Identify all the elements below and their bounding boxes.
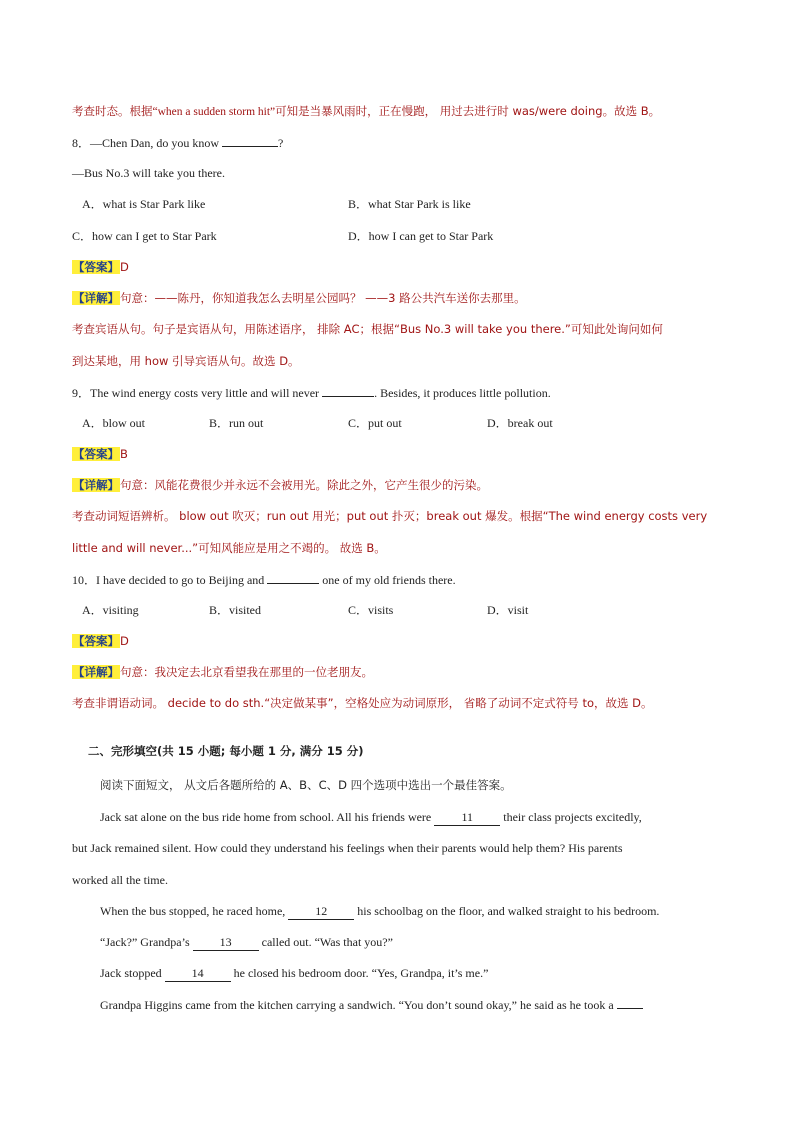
p2-pre: When the bus stopped, he raced home, — [100, 904, 289, 918]
blank-14: 14 — [165, 965, 231, 982]
q10-option-c: C．visits — [348, 603, 394, 617]
passage-para4 — [100, 965, 488, 982]
q10-answer-value: D — [120, 634, 129, 648]
p4-pre: Jack stopped — [100, 966, 165, 980]
q9-answer-value: B — [120, 447, 128, 461]
passage-para1-line1 — [100, 809, 642, 826]
p4-post: he closed his bedroom door. “Yes, Grandpa, it’s me.” — [230, 966, 489, 980]
q9-detail-text: 句意：风能花费很少并永远不会被用光。除此之外，它产生很少的污染。 — [120, 478, 488, 492]
q8-detail-text: 句意：——陈丹，你知道我怎么去明星公园吗？ ——3 路公共汽车送你去那里。 — [120, 291, 526, 305]
blank-12: 12 — [288, 903, 354, 920]
q9-expl-1: 考查动词短语辨析。 blow out 吹灭；run out 用光；put out 扑灭；break out 爆发。根据“The wind energy costs very — [72, 509, 708, 523]
q10-detail — [72, 664, 373, 680]
q8-option-d: D．how I can get to Star Park — [348, 229, 494, 243]
section2-instruction: 阅读下面短文， 从文后各题所给的 A、B、C、D 四个选项中选出一个最佳答案。 — [100, 778, 512, 792]
p1-pre: Jack sat alone on the bus ride home from school. All his friends were — [100, 810, 435, 824]
passage-para1-line3: worked all the time. — [72, 873, 168, 887]
q9-blank — [322, 384, 374, 397]
q10-detail-text: 句意：我决定去北京看望我在那里的一位老朋友。 — [120, 665, 373, 679]
q8-expl-1: 考查宾语从句。句子是宾语从句，用陈述语序， 排除 AC；根据“Bus No.3 will take you there.”可知此处询问如何 — [72, 322, 663, 336]
blank-15 — [617, 996, 643, 1009]
q8-detail — [72, 290, 526, 306]
p3-post: called out. “Was that you?” — [258, 935, 393, 949]
q10-option-d: D．visit — [487, 603, 529, 617]
q7-expl-post: 可知是当暴风雨时，正在慢跑， 用过去进行时 was/were doing。故选 B。 — [275, 104, 661, 118]
q9-option-b: B．run out — [209, 416, 264, 430]
q8-option-b: B．what Star Park is like — [348, 197, 471, 211]
q10-answer — [72, 633, 129, 649]
p1-post: their class projects excitedly, — [500, 810, 642, 824]
q9-detail — [72, 477, 488, 493]
q9-answer-tag: 【答案】 — [73, 447, 119, 461]
blank-13: 13 — [193, 934, 259, 951]
q7-expl-pre: 考查时态。根据 — [72, 104, 153, 118]
q10-stem — [72, 571, 456, 588]
q8-reply: —Bus No.3 will take you there. — [72, 166, 225, 180]
q9-stem-pre: 9．The wind energy costs very little and will never — [72, 386, 323, 400]
q10-answer-tag: 【答案】 — [73, 634, 119, 648]
q9-stem — [72, 384, 551, 401]
q10-option-b: B．visited — [209, 603, 262, 617]
q8-stem — [72, 134, 283, 151]
q10-detail-tag: 【详解】 — [73, 665, 119, 679]
q9-option-a: A．blow out — [82, 416, 146, 430]
q7-expl-quote: “when a sudden storm hit” — [152, 106, 276, 118]
q10-expl-1: 考查非谓语动词。 decide to do sth.“决定做某事”，空格处应为动词原形， 省略了动词不定式符号 to，故选 D。 — [72, 696, 653, 710]
passage-para2 — [100, 903, 659, 920]
blank-11: 11 — [434, 809, 500, 826]
q9-detail-tag: 【详解】 — [73, 478, 119, 492]
p2-post: his schoolbag on the floor, and walked straight to his bedroom. — [354, 904, 660, 918]
q9-stem-post: . Besides, it produces little pollution. — [374, 386, 551, 400]
q8-option-a: A．what is Star Park like — [82, 197, 206, 211]
section2-title: 二、完形填空(共 15 小题; 每小题 1 分, 满分 15 分) — [88, 744, 364, 758]
q8-expl-2: 到达某地，用 how 引导宾语从句。故选 D。 — [72, 354, 300, 368]
passage-para1-line2: but Jack remained silent. How could they understand his feelings when their parents would help them? His parents — [72, 841, 623, 855]
q10-stem-post: one of my old friends there. — [319, 573, 456, 587]
q10-blank — [267, 571, 319, 584]
q9-option-c: C．put out — [348, 416, 402, 430]
p3-pre: “Jack?” Grandpa’s — [100, 935, 193, 949]
q10-stem-pre: 10．I have decided to go to Beijing and — [72, 573, 268, 587]
q9-answer — [72, 446, 128, 462]
p5-text: Grandpa Higgins came from the kitchen carrying a sandwich. “You don’t sound okay,” he said as he took a — [100, 998, 617, 1012]
q8-answer — [72, 259, 129, 275]
q8-stem-post: ? — [278, 136, 284, 150]
passage-para3 — [100, 934, 393, 951]
q8-stem-pre: 8．—Chen Dan, do you know — [72, 136, 222, 150]
q9-expl-2: little and will never...”可知风能应是用之不竭的。 故选 B。 — [72, 541, 386, 555]
q8-option-c: C．how can I get to Star Park — [72, 229, 217, 243]
passage-para5 — [100, 996, 643, 1013]
q8-detail-tag: 【详解】 — [73, 291, 119, 305]
q9-option-d: D．break out — [487, 416, 553, 430]
q8-answer-tag: 【答案】 — [73, 260, 119, 274]
q8-answer-value: D — [120, 260, 129, 274]
q8-blank — [222, 134, 278, 147]
q10-option-a: A．visiting — [82, 603, 139, 617]
q7-explanation — [72, 103, 660, 120]
